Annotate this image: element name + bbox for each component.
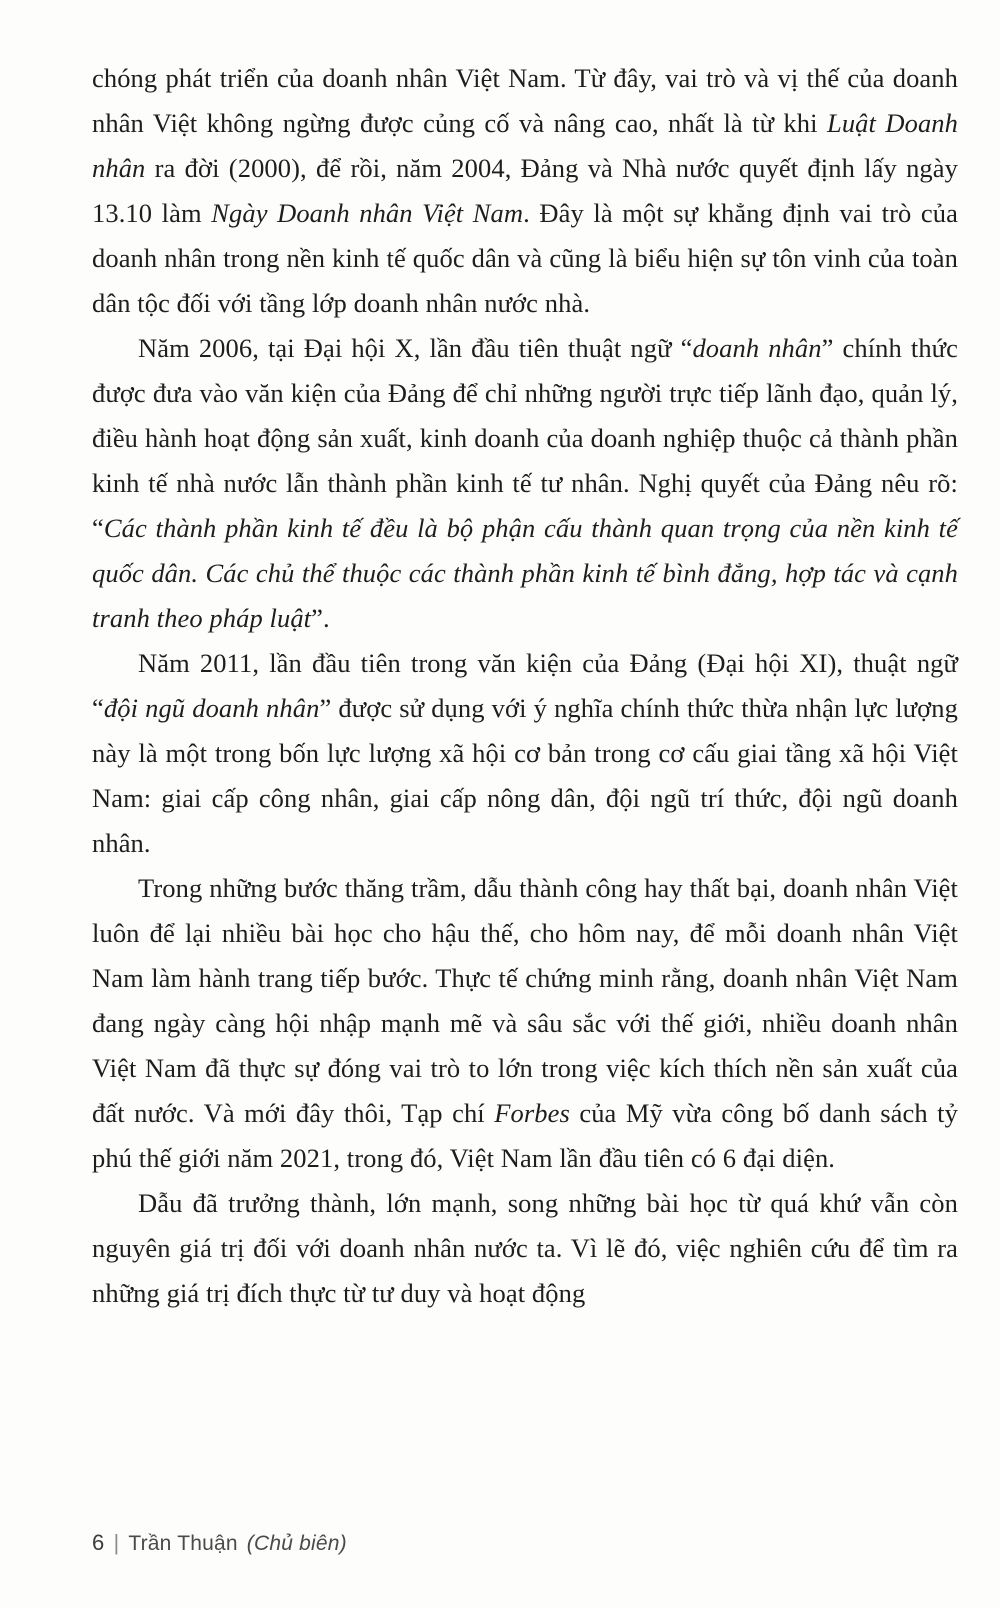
text-run: Dẫu đã trưởng thành, lớn mạnh, song những bài học từ quá khứ vẫn còn nguyên giá trị đối với doanh nhân nước ta. Vì lẽ đó, việc nghiên cứu để tìm ra những giá trị đích thực từ tư duy và hoạt động (92, 1188, 958, 1308)
page-footer (92, 1530, 958, 1556)
italic-text-run: đội ngũ doanh nhân (103, 693, 320, 723)
footer-author-role: (Chủ biên) (246, 1532, 347, 1555)
text-run: Năm 2006, tại Đại hội X, lần đầu tiên thuật ngữ “ (138, 333, 693, 363)
italic-text-run: Luật Doanh nhân (92, 108, 958, 183)
paragraph (92, 326, 958, 641)
footer-separator: | (113, 1530, 120, 1555)
text-run: ra đời (2000), để rồi, năm 2004, Đảng và Nhà nước quyết định lấy ngày 13.10 làm (92, 153, 958, 228)
text-run: Trong những bước thăng trầm, dẫu thành công hay thất bại, doanh nhân Việt luôn để lại nhiều bài học cho hậu thế, cho hôm nay, để mỗi doanh nhân Việt Nam làm hành trang tiếp bước. Thực tế chứng minh rằng, doanh nhân Việt Nam đang ngày càng hội nhập mạnh mẽ và sâu sắc với thế giới, nhiều doanh nhân Việt Nam đã thực sự đóng vai trò to lớn trong việc kích thích nền sản xuất của đất nước. Và mới đây thôi, Tạp chí (92, 873, 958, 1128)
text-run: Năm 2011, lần đầu tiên trong văn kiện của Đảng (Đại hội XI), thuật ngữ “ (92, 648, 958, 723)
italic-text-run: Các thành phần kinh tế đều là bộ phận cấu thành quan trọng của nền kinh tế quốc dân. Các chủ thể thuộc các thành phần kinh tế bình đẳng, hợp tác và cạnh tranh theo pháp luật (92, 513, 958, 633)
italic-text-run: Forbes (494, 1098, 570, 1128)
text-run: ”. (311, 603, 330, 633)
text-run: chóng phát triển của doanh nhân Việt Nam. Từ đây, vai trò và vị thế của doanh nhân Việt không ngừng được củng cố và nâng cao, nhất là từ khi (92, 63, 958, 138)
text-run: ” được sử dụng với ý nghĩa chính thức thừa nhận lực lượng này là một trong bốn lực lượng xã hội cơ bản trong cơ cấu giai tầng xã hội Việt Nam: giai cấp công nhân, giai cấp nông dân, đội ngũ trí thức, đội ngũ doanh nhân. (92, 693, 958, 858)
text-run: của Mỹ vừa công bố danh sách tỷ phú thế giới năm 2021, trong đó, Việt Nam lần đầu tiên có 6 đại diện. (92, 1098, 958, 1173)
footer-author-name: Trần Thuận (128, 1532, 238, 1555)
paragraph (92, 641, 958, 866)
page-body-text (92, 56, 958, 1316)
text-run: ” chính thức được đưa vào văn kiện của Đảng để chỉ những người trực tiếp lãnh đạo, quản lý, điều hành hoạt động sản xuất, kinh doanh của doanh nghiệp thuộc cả thành phần kinh tế nhà nước lẫn thành phần kinh tế tư nhân. Nghị quyết của Đảng nêu rõ: “ (92, 333, 959, 543)
italic-text-run: Ngày Doanh nhân Việt Nam (211, 198, 524, 228)
italic-text-run: doanh nhân (692, 333, 822, 363)
text-run: . Đây là một sự khẳng định vai trò của doanh nhân trong nền kinh tế quốc dân và cũng là biểu hiện sự tôn vinh của toàn dân tộc đối với tầng lớp doanh nhân nước nhà. (92, 198, 959, 318)
paragraph (92, 866, 958, 1181)
paragraph (92, 1181, 958, 1316)
paragraph (92, 56, 958, 326)
footer-page-number: 6 (92, 1530, 105, 1555)
